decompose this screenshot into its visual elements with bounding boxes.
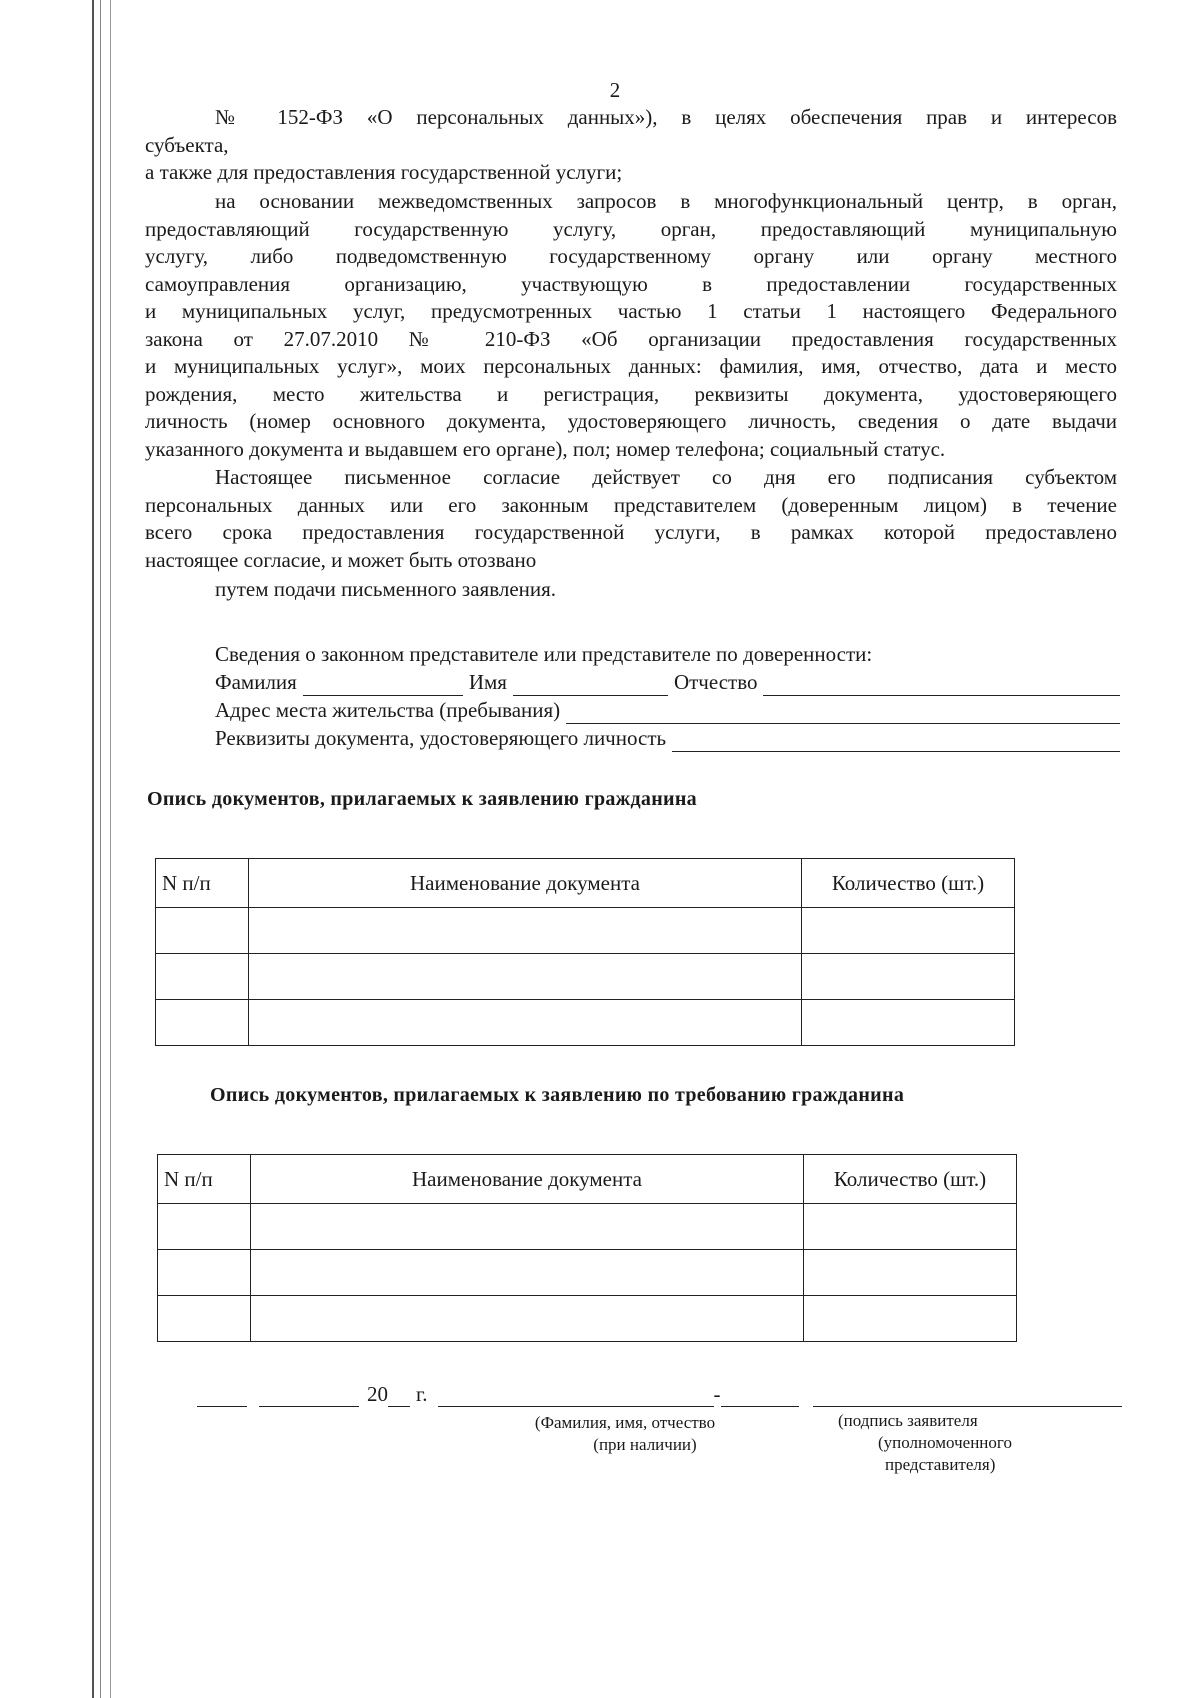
year-prefix: 20 [367,1382,388,1406]
text-line: рождения, место жительства и регистрация, реквизиты документа, удостоверяющего [145,381,1117,406]
date-day-field[interactable] [197,1388,247,1407]
table-cell[interactable] [251,1204,804,1250]
table2-heading: Опись документов, прилагаемых к заявлению по требованию гражданина [210,1084,905,1106]
fio-caption-line: (Фамилия, имя, отчество [534,1413,716,1432]
text-line: на основании межведомственных запросов в многофункциональный центр, в орган, [215,189,1117,213]
text-line: услугу, либо подведомственную государственному органу или органу местного [145,244,1117,268]
signature-row [197,1382,1122,1407]
table-cell[interactable] [804,1250,1017,1296]
text-line: настоящее согласие, и может быть отозвано [145,547,537,572]
id-doc-label: Реквизиты документа, удостоверяющего личность [215,726,667,750]
signature-caption-line: представителя) [885,1455,996,1474]
signature-caption-line: (подпись заявителя [838,1411,978,1430]
table-row [156,908,1015,954]
representative-name-row [215,668,1120,696]
page-number: 2 [609,78,621,102]
table-row [158,1296,1017,1342]
table-cell[interactable] [802,908,1015,954]
documents-table-2 [157,1154,1017,1342]
table-cell[interactable] [249,1000,802,1046]
signature-field[interactable] [813,1388,1123,1407]
table-cell[interactable] [156,908,249,954]
signature-caption [820,1410,1070,1476]
binding-edge-line [110,0,111,1698]
fio-field[interactable] [438,1388,714,1407]
patronymic-field[interactable] [763,677,1120,696]
documents-table-1 [155,858,1015,1046]
text-line: и муниципальных услуг, предусмотренных частью 1 статьи 1 настоящего Федерального [145,299,1117,323]
table-cell[interactable] [158,1204,251,1250]
representative-title-text: Сведения о законном представителе или представителе по доверенности: [215,642,873,666]
name-label: Имя [468,670,507,694]
col-qty-header: Количество (шт.) [802,859,1015,908]
fio-caption-line: (при наличии) [593,1435,697,1454]
table-cell[interactable] [249,954,802,1000]
paragraph-2 [145,188,1117,463]
surname-field[interactable] [303,677,463,696]
representative-id-row [215,724,1120,752]
text-line: закона от 27.07.2010 № 210-ФЗ «Об организации предоставления государственных [145,326,1117,351]
text-line: самоуправления организацию, участвующую в предоставлении государственных [145,271,1117,296]
table-row [158,1250,1017,1296]
table-cell[interactable] [156,954,249,1000]
table-cell[interactable] [251,1296,804,1342]
signature-caption-line: (уполномоченного [878,1433,1012,1452]
text-line: Настоящее письменное согласие действует со дня его подписания субъектом [215,465,1117,489]
text-line: всего срока предоставления государственной услуги, в рамках которой предоставлено [145,520,1117,544]
paragraph-4 [215,576,1115,604]
col-name-header: Наименование документа [251,1155,804,1204]
address-label: Адрес места жительства (пребывания) [215,698,561,722]
text-line: а также для предоставления государственной услуги; [145,160,623,184]
fio-field-continued[interactable] [721,1388,799,1407]
representative-title [215,640,1120,668]
table-row [156,954,1015,1000]
patronymic-label: Отчество [673,670,758,694]
binding-edge-line [92,0,94,1698]
address-field[interactable] [566,705,1120,724]
representative-address-row [215,696,1120,724]
table-row [158,1204,1017,1250]
id-doc-field[interactable] [672,733,1120,752]
year-suffix: г. [416,1382,428,1406]
col-name-header: Наименование документа [249,859,802,908]
text-line: путем подачи письменного заявления. [215,577,557,601]
table1-heading: Опись документов, прилагаемых к заявлению гражданина [147,788,697,810]
table-cell[interactable] [156,1000,249,1046]
date-year-field[interactable] [388,1388,410,1407]
text-line: личность (номер основного документа, удостоверяющего личность, сведения о дате выдачи [145,409,1117,433]
date-month-field[interactable] [259,1388,359,1407]
surname-label: Фамилия [215,670,297,694]
table-cell[interactable] [802,1000,1015,1046]
col-qty-header: Количество (шт.) [804,1155,1017,1204]
text-line: персональных данных или его законным представителем (доверенным лицом) в течение [145,492,1117,517]
binding-edge-line [100,0,101,1698]
dash: - [713,1382,721,1406]
col-num-header: N п/п [158,1155,251,1204]
text-line: и муниципальных услуг», моих персональных данных: фамилия, имя, отчество, дата и место [145,354,1117,378]
table-cell[interactable] [804,1204,1017,1250]
table-header-row [156,859,1015,908]
table-cell[interactable] [158,1250,251,1296]
name-field[interactable] [513,677,668,696]
col-num-header: N п/п [156,859,249,908]
representative-block [215,640,1120,752]
table-cell[interactable] [804,1296,1017,1342]
text-line: № 152-ФЗ «О персональных данных»), в целях обеспечения прав и интересов [215,105,1117,129]
table-row [156,1000,1015,1046]
paragraph-3 [145,464,1117,574]
text-line: предоставляющий государственную услугу, орган, предоставляющий муниципальную [145,216,1117,241]
table-cell[interactable] [802,954,1015,1000]
table-header-row [158,1155,1017,1204]
paragraph-1 [145,104,1117,187]
text-line: указанного документа и выдавшем его органе), пол; номер телефона; социальный статус. [145,436,946,461]
table-cell[interactable] [249,908,802,954]
table-cell[interactable] [158,1296,251,1342]
text-line: субъекта, [145,132,229,157]
fio-caption [510,1412,740,1456]
table-cell[interactable] [251,1250,804,1296]
